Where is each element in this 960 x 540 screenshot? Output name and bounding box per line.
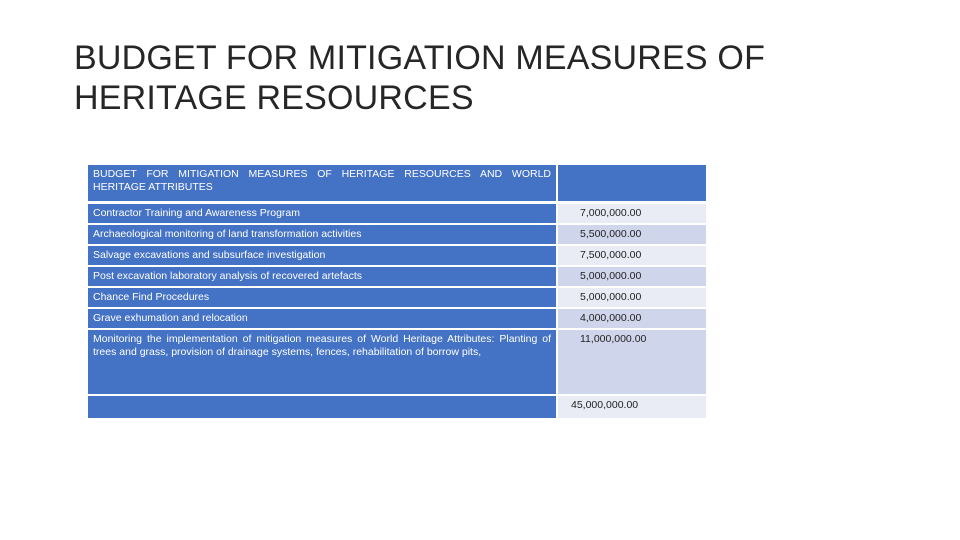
row-description: Post excavation laboratory analysis of recovered artefacts [88, 267, 556, 288]
row-amount: 7,000,000.00 [556, 204, 706, 225]
row-amount: 5,000,000.00 [556, 267, 706, 288]
row-description: Grave exhumation and relocation [88, 309, 556, 330]
slide-title: BUDGET FOR MITIGATION MEASURES OF HERITAGE RESOURCES [74, 39, 766, 117]
row-description: Contractor Training and Awareness Program [88, 204, 556, 225]
table-row [88, 309, 706, 330]
table-row [88, 225, 706, 246]
row-amount: 11,000,000.00 [556, 330, 706, 396]
row-description: Salvage excavations and subsurface investigation [88, 246, 556, 267]
table-row [88, 246, 706, 267]
header-amount-cell [556, 165, 706, 204]
header-description-cell: BUDGET FOR MITIGATION MEASURES OF HERITAGE RESOURCES AND WORLD HERITAGE ATTRIBUTES [88, 165, 556, 204]
row-description: Monitoring the implementation of mitigation measures of World Heritage Attributes: Planting of trees and grass, provision of drainage systems, fences, rehabilitation of borrow pits, [88, 330, 556, 396]
table-row [88, 330, 706, 396]
row-amount: 5,000,000.00 [556, 288, 706, 309]
table-row [88, 204, 706, 225]
row-description: Chance Find Procedures [88, 288, 556, 309]
table-row [88, 288, 706, 309]
row-amount: 4,000,000.00 [556, 309, 706, 330]
total-description-cell [88, 396, 556, 418]
table-header-row [88, 165, 706, 204]
row-description: Archaeological monitoring of land transformation activities [88, 225, 556, 246]
table-row [88, 267, 706, 288]
table-total-row [88, 396, 706, 418]
total-amount-cell: 45,000,000.00 [556, 396, 706, 418]
row-amount: 7,500,000.00 [556, 246, 706, 267]
row-amount: 5,500,000.00 [556, 225, 706, 246]
budget-table [88, 165, 706, 418]
